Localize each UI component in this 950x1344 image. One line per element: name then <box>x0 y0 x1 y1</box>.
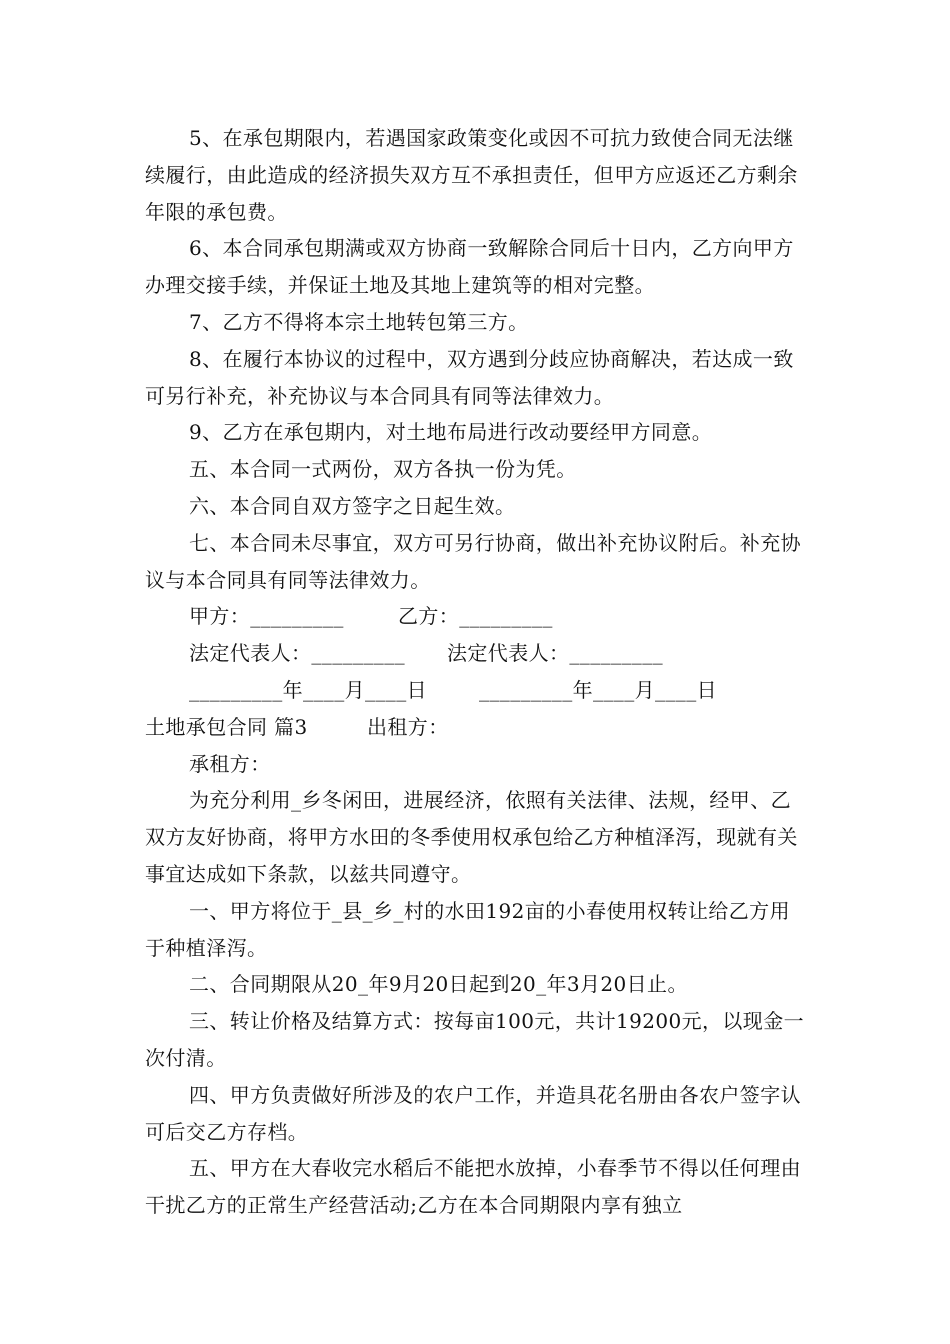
date-a: _________年____月____日 <box>189 677 427 702</box>
clause-7: 7、乙方不得将本宗土地转包第三方。 <box>189 309 529 334</box>
signature-date-row <box>145 672 807 709</box>
section-7: 七、本合同未尽事宜，双方可另行协商，做出补充协议附后。补充协议与本合同具有同等法律效力。 <box>145 530 801 592</box>
signature-representative-row <box>145 635 807 672</box>
party-b-signature: 乙方：_________ <box>398 604 553 629</box>
section-6: 六、本合同自双方签字之日起生效。 <box>189 493 516 518</box>
contract-3-clause-5: 五、甲方在大春收完水稻后不能把水放掉，小春季节不得以任何理由干扰乙方的正常生产经营活动;乙方在本合同期限内享有独立 <box>145 1156 801 1218</box>
section-5: 五、本合同一式两份，双方各执一份为凭。 <box>189 457 577 482</box>
signature-party-row <box>145 598 807 635</box>
representative-b-signature: 法定代表人：_________ <box>447 641 663 666</box>
document-body <box>145 120 807 1224</box>
clause-5: 5、在承包期限内，若遇国家政策变化或因不可抗力致使合同无法继续履行，由此造成的经济损失双方互不承担责任，但甲方应返还乙方剩余年限的承包费。 <box>145 126 798 224</box>
lessor-label: 出租方： <box>367 714 449 739</box>
contract-3-title: 土地承包合同 篇3 <box>145 714 308 739</box>
clause-6: 6、本合同承包期满或双方协商一致解除合同后十日内，乙方向甲方办理交接手续，并保证土地及其地上建筑等的相对完整。 <box>145 236 794 298</box>
lessee-label: 承租方： <box>189 751 271 776</box>
contract-3-clause-2: 二、合同期限从20_年9月20日起到20_年3月20日止。 <box>189 972 688 997</box>
representative-a-signature: 法定代表人：_________ <box>189 641 405 666</box>
contract-3-heading <box>145 709 807 746</box>
clause-8: 8、在履行本协议的过程中，双方遇到分歧应协商解决，若达成一致可另行补充，补充协议与本合同具有同等法律效力。 <box>145 346 794 408</box>
contract-3-intro: 为充分利用_乡冬闲田，进展经济，依照有关法律、法规，经甲、乙双方友好协商，将甲方水田的冬季使用权承包给乙方种植泽泻，现就有关事宜达成如下条款，以兹共同遵守。 <box>145 788 798 886</box>
party-a-signature: 甲方：_________ <box>189 604 344 629</box>
contract-3-clause-1: 一、甲方将位于_县_乡_村的水田192亩的小春使用权转让给乙方用于种植泽泻。 <box>145 898 790 960</box>
clause-9: 9、乙方在承包期内，对土地布局进行改动要经甲方同意。 <box>189 420 713 445</box>
contract-3-clause-3: 三、转让价格及结算方式：按每亩100元，共计19200元，以现金一次付清。 <box>145 1009 804 1070</box>
contract-3-clause-4: 四、甲方负责做好所涉及的农户工作，并造具花名册由各农户签字认可后交乙方存档。 <box>145 1082 801 1144</box>
date-b: _________年____月____日 <box>479 677 717 702</box>
